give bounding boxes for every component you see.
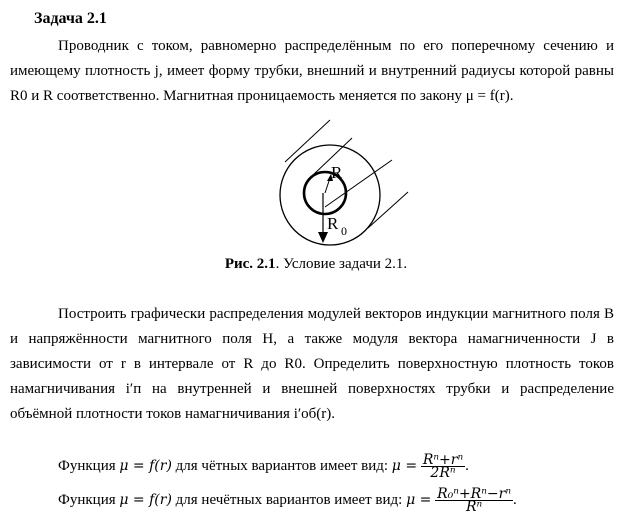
formula-even-numerator: Rⁿ+rⁿ	[422, 452, 464, 468]
formula-odd-numerator: R₀ⁿ+Rⁿ−rⁿ	[437, 486, 511, 502]
formula-odd-end: .	[513, 491, 517, 508]
formula-even-fraction	[421, 454, 465, 479]
formula-even-end: .	[465, 457, 469, 474]
formula-odd-line	[58, 488, 517, 513]
tube-edge-top	[285, 120, 330, 162]
formula-odd-lhs: μ =	[406, 491, 432, 508]
tube-edge-bottom	[368, 192, 408, 228]
task-title: Задача 2.1	[34, 10, 107, 27]
formula-odd-func: μ = f(r)	[119, 491, 172, 508]
formula-odd-prefix: Функция	[58, 491, 116, 508]
problem-statement: Проводник с током, равномерно распределённым по его поперечному сечению и имеющему плотность j, имеет форму трубки, внешний и внутренний радиусы которой равны R0 и R соответственно. Магнитная проницаемость меняется по закону μ = f(r).	[10, 38, 614, 104]
label-R0-sub: 0	[341, 224, 347, 238]
formula-even-middle: для чётных вариантов имеет вид:	[175, 457, 389, 474]
formula-even-line	[58, 454, 469, 479]
formula-odd-middle: для нечётных вариантов имеет вид:	[175, 491, 403, 508]
formula-odd-denominator: Rⁿ	[465, 499, 483, 515]
formula-even-prefix: Функция	[58, 457, 116, 474]
formula-even-func: μ = f(r)	[119, 457, 172, 474]
label-R0: R	[327, 214, 339, 233]
label-R: R	[331, 163, 343, 182]
formula-odd-fraction	[435, 488, 513, 513]
task-instructions: Построить графически распределения модулей векторов индукции магнитного поля B и напряжённости магнитного поля H, а также модуля вектора намагниченности J в зависимости от r в интервале от R до R0. Определить поверхностную плотность токов намагничивания i′п на внутренней и внешней поверхностях трубки и распределение объёмной плотности токов намагничивания i′об(r).	[10, 306, 614, 422]
caption-text: . Условие задачи 2.1.	[275, 256, 408, 272]
caption-bold: Рис. 2.1	[224, 256, 276, 272]
formula-even-lhs: μ =	[391, 457, 418, 474]
radius-R0-arrowhead	[318, 232, 328, 243]
formula-even-denominator: 2Rⁿ	[430, 465, 456, 481]
figure-caption	[0, 256, 632, 273]
